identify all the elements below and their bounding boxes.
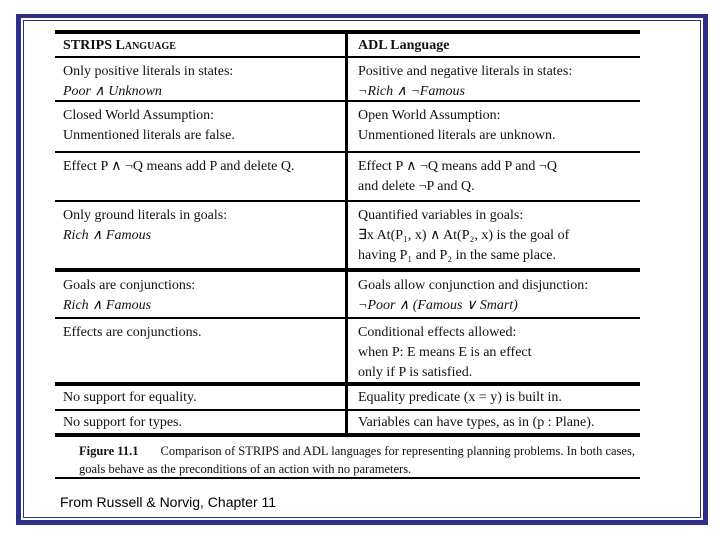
adl-cell: Variables can have types, as in (p : Plane). (358, 415, 595, 430)
cell-line: ¬Poor ∧ (Famous ∨ Smart) (358, 298, 518, 313)
cell-line: and delete ¬P and Q. (358, 179, 475, 194)
cell-line: Closed World Assumption: (63, 108, 215, 123)
source-credit: From Russell & Norvig, Chapter 11 (60, 494, 277, 510)
strips-cell (63, 206, 227, 246)
strips-cell: No support for equality. (63, 390, 197, 405)
cell-line: Unmentioned literals are false. (63, 128, 235, 143)
strips-cell (63, 276, 195, 316)
column-divider (345, 30, 348, 435)
cell-line: Effects are conjunctions. (63, 325, 202, 340)
figure-label: Figure 11.1 (79, 444, 139, 458)
adl-cell (358, 276, 588, 316)
figure-caption (55, 433, 640, 479)
cell-line: when P: E means E is an effect (358, 345, 532, 360)
cell-line: Goals are conjunctions: (63, 278, 196, 293)
strips-cell (63, 106, 235, 146)
cell-line: Positive and negative literals in states: (358, 64, 573, 79)
cell-line: Quantified variables in goals: (358, 208, 524, 223)
cell-line: ¬Rich ∧ ¬Famous (358, 84, 465, 99)
cell-line: only if P is satisfied. (358, 365, 473, 380)
cell-line: Effect P ∧ ¬Q means add P and delete Q. (63, 159, 295, 174)
cell-line: Poor ∧ Unknown (63, 84, 162, 99)
cell-line: Unmentioned literals are unknown. (358, 128, 556, 143)
strips-cell (63, 62, 233, 102)
cell-line: Rich ∧ Famous (63, 228, 152, 243)
cell-line: Only positive literals in states: (63, 64, 234, 79)
header-adl: ADL Language (358, 38, 450, 53)
adl-cell (358, 157, 557, 197)
strips-cell (63, 157, 294, 177)
adl-cell: Equality predicate (x = y) is built in. (358, 390, 562, 405)
cell-line: Rich ∧ Famous (63, 298, 152, 313)
cell-line: ∃x At(P₁, x) ∧ At(P₂, x) is the goal of (358, 228, 570, 243)
cell-line: Open World Assumption: (358, 108, 501, 123)
cell-line: Goals allow conjunction and disjunction: (358, 278, 589, 293)
header-strips: STRIPS Language (63, 38, 176, 53)
adl-cell (358, 323, 532, 383)
adl-cell (358, 106, 556, 146)
caption-text: Comparison of STRIPS and ADL languages for representing planning problems. In both cases, goals behave as the preconditions of an action with no parameters. (79, 444, 635, 476)
cell-line: having P₁ and P₂ in the same place. (358, 248, 556, 263)
cell-line: Conditional effects allowed: (358, 325, 517, 340)
cell-line: Only ground literals in goals: (63, 208, 228, 223)
cell-line: Effect P ∧ ¬Q means add P and ¬Q (358, 159, 557, 174)
strips-cell (63, 323, 202, 343)
adl-cell (358, 206, 569, 266)
adl-cell (358, 62, 572, 102)
strips-cell: No support for types. (63, 415, 182, 430)
